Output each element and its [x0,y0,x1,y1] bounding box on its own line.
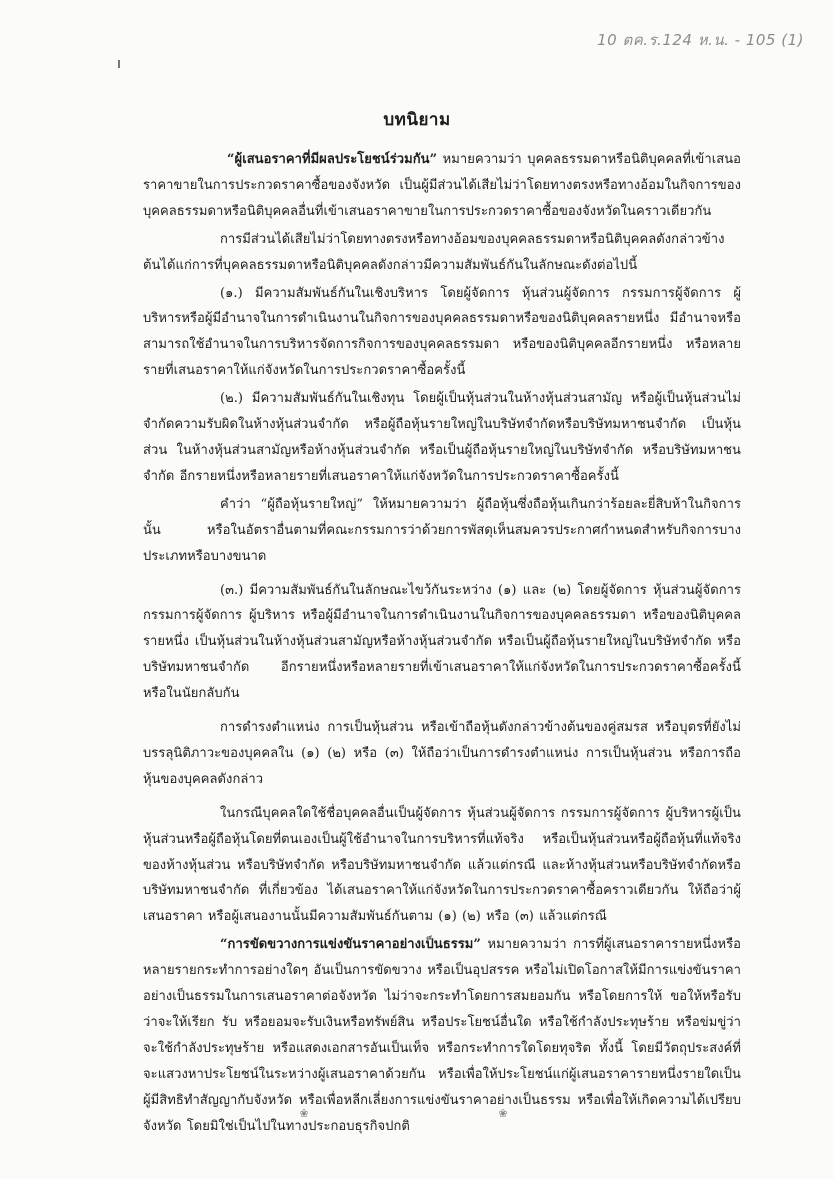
paragraph-9 [143,932,741,1139]
footer-right-mark: ❀ [498,1107,508,1120]
document-body [143,147,741,1140]
paragraph-1-text: หมายความว่า บุคคลธรรมดาหรือนิติบุคคลที่เข้าเสนอราคาขายในการประกวดราคาซื้อของจังหวัด เป็นผู้มีส่วนได้เสียไม่ว่าโดยทางตรงหรือทางอ้อมในกิจการของบุคคลธรรมดาหรือนิติบุคคลอื่นที่เข้าเสนอราคาขายในการประกวดราคาซื้อของจังหวัดในคราวเดียวกัน [143,152,741,219]
paragraph-1 [143,147,741,225]
paragraph-9-text: หมายความว่า การที่ผู้เสนอราคารายหนึ่งหรือ หลายรายกระทำการอย่างใดๆ อันเป็นการขัดขวาง หรือเป็นอุปสรรค หรือไม่เปิดโอกาสให้มีการแข่งขันราคา อย่างเป็นธรรมในการเสนอราคาต่อจังหวัด ไม่ว่าจะกระทำโดยการสมยอมกัน หรือโดยการให้ ขอให้หรือรับว่าจะให้เรียก รับ หรือยอมจะรับเงินหรือทรัพย์สิน หรือประโยชน์อื่นใด หรือใช้กำลังประทุษร้าย หรือข่มขู่ว่าจะใช้กำลังประทุษร้าย หรือแสดงเอกสารอันเป็นเท็จ หรือกระทำการใดโดยทุจริต ทั้งนี้ โดยมีวัตถุประสงค์ที่จะแสวงหาประโยชน์ในระหว่างผู้เสนอราคาด้วยกัน หรือเพื่อให้ประโยชน์แก่ผู้เสนอราคารายหนึ่งรายใดเป็นผู้มีสิทธิทำสัญญากับจังหวัด หรือเพื่อหลีกเลี่ยงการแข่งขันราคาอย่างเป็นธรรม หรือเพื่อให้เกิดความได้เปรียบจังหวัด โดยมิใช่เป็นไปในทางประกอบธุรกิจปกติ [143,937,741,1134]
footer-left-mark: ❀ [299,1107,309,1120]
paragraph-4: (๒.) มีความสัมพันธ์กันในเชิงทุน โดยผู้เป็นหุ้นส่วนในห้างหุ้นส่วนสามัญ หรือผู้เป็นหุ้นส่วนไม่จำกัดความรับผิดในห้างหุ้นส่วนจำกัด หรือผู้ถือหุ้นรายใหญ่ในบริษัทจำกัดหรือบริษัทมหาชนจำกัด เป็นหุ้นส่วน ในห้างหุ้นส่วนสามัญหรือห้างหุ้นส่วนจำกัด หรือเป็นผู้ถือหุ้นรายใหญ่ในบริษัทจำกัด หรือบริษัทมหาชนจำกัด อีกรายหนึ่งหรือหลายรายที่เสนอราคาให้แก่จังหวัดในการประกวดราคาซื้อครั้งนี้ [143,391,741,484]
handwritten-note: 10 ตค.ร.124 ห.น. - 105 (1) [597,31,804,49]
paragraph-7: การดำรงตำแหน่ง การเป็นหุ้นส่วน หรือเข้าถือหุ้นดังกล่าวข้างต้นของคู่สมรส หรือบุตรที่ยังไม่บรรลุนิติภาวะของบุคคลใน (๑) (๒) หรือ (๓) ให้ถือว่าเป็นการดำรงตำแหน่ง การเป็นหุ้นส่วน หรือการถือหุ้นของบุคคลดังกล่าว [143,720,741,787]
paragraph-2: การมีส่วนได้เสียไม่ว่าโดยทางตรงหรือทางอ้อมของบุคคลธรรมดาหรือนิติบุคคลดังกล่าวข้างต้นได้แก่การที่บุคคลธรรมดาหรือนิติบุคคลดังกล่าวมีความสัมพันธ์กันในลักษณะดังต่อไปนี้ [143,231,725,273]
margin-mark [118,60,120,68]
term-unfair-competition: “การขัดขวางการแข่งขันราคาอย่างเป็นธรรม” [220,937,481,953]
paragraph-8: ในกรณีบุคคลใดใช้ชื่อบุคคลอื่นเป็นผู้จัดการ หุ้นส่วนผู้จัดการ กรรมการผู้จัดการ ผู้บริหารผู้เป็นหุ้นส่วนหรือผู้ถือหุ้นโดยที่ตนเองเป็นผู้ใช้อำนาจในการบริหารที่แท้จริง หรือเป็นหุ้นส่วนหรือผู้ถือหุ้นที่แท้จริงของห้างหุ้นส่วน หรือบริษัทจำกัด หรือบริษัทมหาชนจำกัด แล้วแต่กรณี และห้างหุ้นส่วนหรือบริษัทจำกัดหรือบริษัทมหาชนจำกัด ที่เกี่ยวข้อง ได้เสนอราคาให้แก่จังหวัดในการประกวดราคาซื้อคราวเดียวกัน ให้ถือว่าผู้เสนอราคา หรือผู้เสนองานนั้นมีความสัมพันธ์กันตาม (๑) (๒) หรือ (๓) แล้วแต่กรณี [143,805,741,925]
term-joint-interest-bidder: “ผู้เสนอราคาที่มีผลประโยชน์ร่วมกัน” [227,152,438,167]
paragraph-3: (๑.) มีความสัมพันธ์กันในเชิงบริหาร โดยผู้จัดการ หุ้นส่วนผู้จัดการ กรรมการผู้จัดการ ผู้บริหารหรือผู้มีอำนาจในการดำเนินงานในกิจการของบุคคลธรรมดาหรือของนิติบุคคลรายหนึ่ง มีอำนาจหรือสามารถใช้อำนาจในการบริหารจัดการกิจการของบุคคลธรรมดา หรือของนิติบุคคลอีกรายหนึ่ง หรือหลายรายที่เสนอราคาให้แก่จังหวัดในการประกวดราคาซื้อครั้งนี้ [143,285,741,379]
paragraph-5: คำว่า “ผู้ถือหุ้นรายใหญ่” ให้หมายความว่า ผู้ถือหุ้นซึ่งถือหุ้นเกินกว่าร้อยละยี่สิบห้าในกิจการนั้น หรือในอัตราอื่นตามที่คณะกรรมการว่าด้วยการพัสดุเห็นสมควรประกาศกำหนดสำหรับกิจการบางประเภทหรือบางขนาด [143,496,741,564]
paragraph-6: (๓.) มีความสัมพันธ์กันในลักษณะไขว้กันระหว่าง (๑) และ (๒) โดยผู้จัดการ หุ้นส่วนผู้จัดการ กรรมการผู้จัดการ ผู้บริหาร หรือผู้มีอำนาจในการดำเนินงานในกิจการของบุคคลธรรมดา หรือของนิติบุคคลรายหนึ่ง เป็นหุ้นส่วนในห้างหุ้นส่วนสามัญหรือห้างหุ้นส่วนจำกัด หรือเป็นผู้ถือหุ้นรายใหญ่ในบริษัทจำกัด หรือบริษัทมหาชนจำกัด อีกรายหนึ่งหรือหลายรายที่เข้าเสนอราคาให้แก่จังหวัดในการประกวดราคาซื้อครั้งนี้ หรือในนัยกลับกัน [143,582,741,702]
page-title: บทนิยาม [383,110,451,130]
